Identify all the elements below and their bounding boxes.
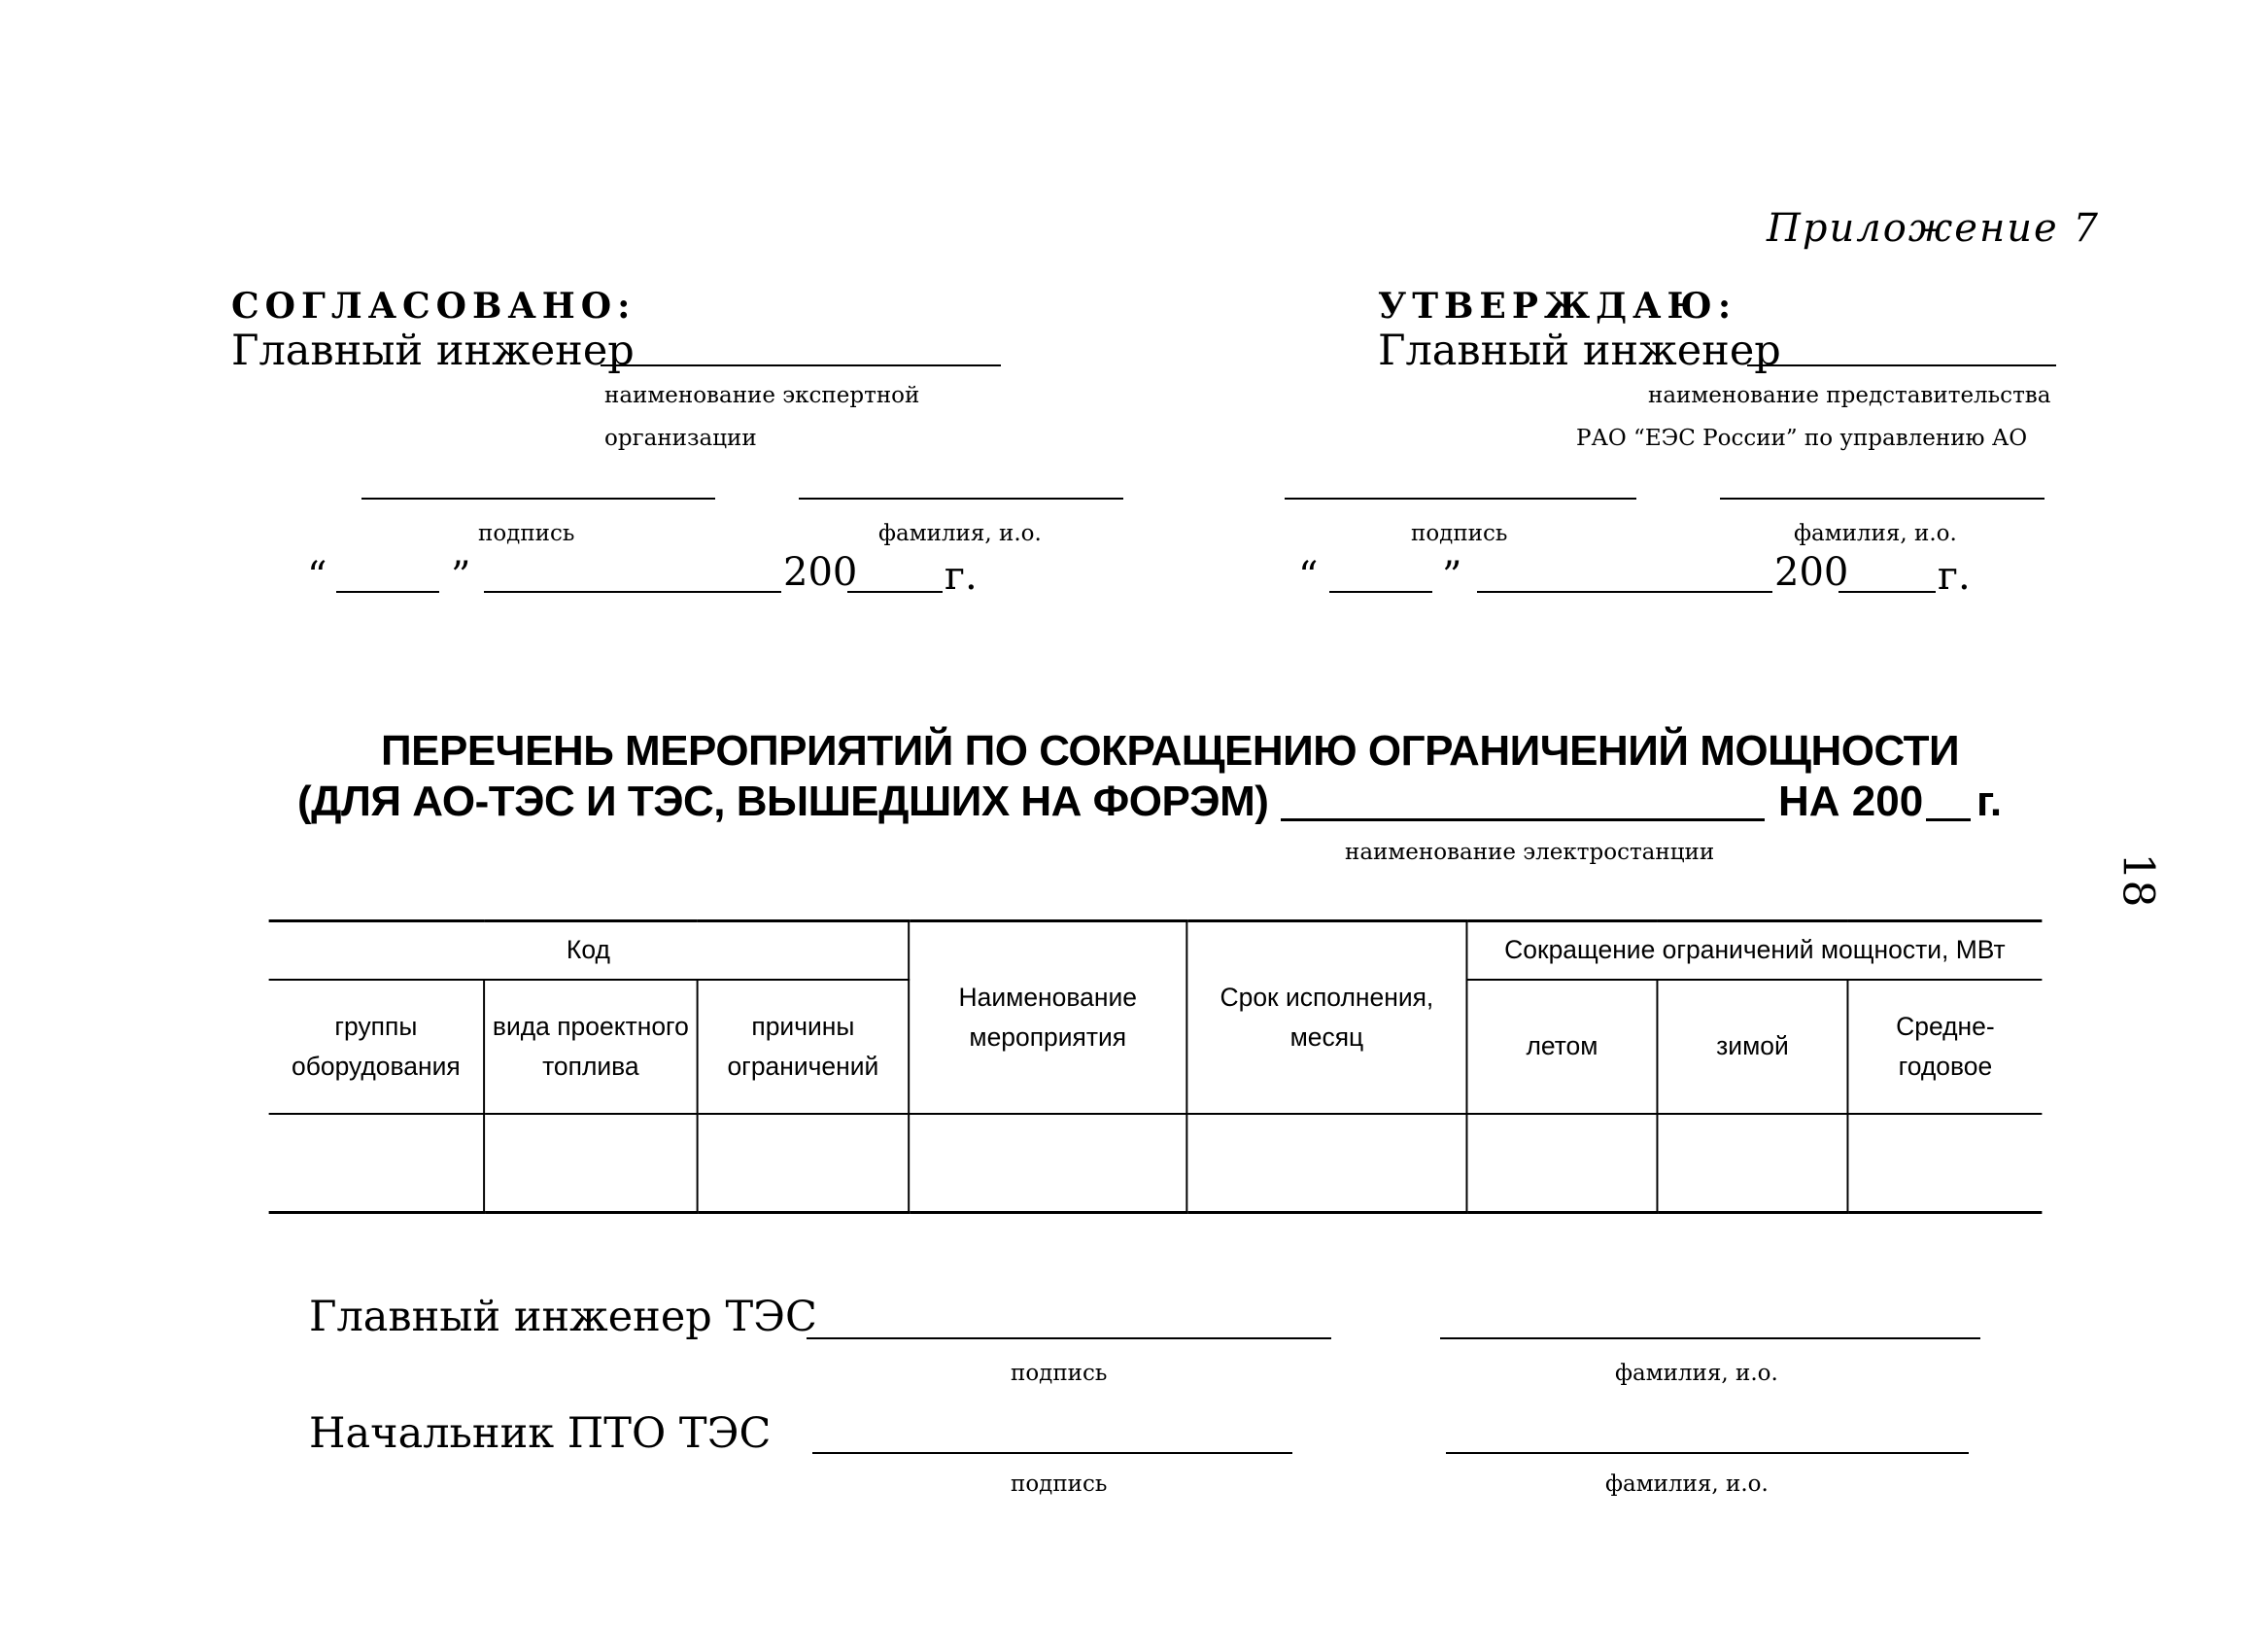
cell-deadline[interactable] — [1186, 1114, 1466, 1213]
agreed-org-caption-1: наименование экспертной — [604, 383, 920, 408]
agreed-quote-open: “ — [307, 554, 327, 599]
approve-org-line[interactable] — [1747, 364, 2056, 366]
agreed-year-suffix: г. — [945, 554, 978, 599]
agreed-year-line[interactable] — [847, 591, 943, 593]
agreed-org-line[interactable] — [601, 364, 1001, 366]
approve-header: УТВЕРЖДАЮ: — [1378, 286, 1737, 327]
station-caption: наименование электростанции — [1345, 840, 1715, 865]
title-year-suffix: г. — [1976, 778, 2003, 825]
pto-head-signature-caption: подпись — [1011, 1471, 1108, 1497]
approve-name-line[interactable] — [1720, 498, 2045, 500]
pto-head-signature-line[interactable] — [812, 1452, 1292, 1454]
appendix-label: Приложение 7 — [1767, 206, 2100, 251]
chief-engineer-name-caption: фамилия, и.о. — [1615, 1361, 1778, 1386]
document-title-line1: ПЕРЕЧЕНЬ МЕРОПРИЯТИЙ ПО СОКРАЩЕНИЮ ОГРАНИЧЕНИЙ МОЩНОСТИ — [381, 727, 1960, 775]
approve-signature-line[interactable] — [1285, 498, 1636, 500]
approve-month-line[interactable] — [1477, 591, 1772, 593]
agreed-name-line[interactable] — [799, 498, 1123, 500]
approve-role: Главный инженер — [1378, 327, 1781, 375]
agreed-header: СОГЛАСОВАНО: — [231, 286, 636, 327]
header-measure-name: Наименование мероприятия — [909, 921, 1186, 1114]
header-winter: зимой — [1657, 980, 1847, 1114]
chief-engineer-role: Главный инженер ТЭС — [309, 1293, 817, 1341]
approve-signature-caption: подпись — [1411, 521, 1508, 546]
agreed-day-line[interactable] — [336, 591, 439, 593]
page-number: 18 — [2113, 852, 2163, 908]
header-restriction-cause: причины ограничений — [698, 980, 910, 1114]
title-year-prefix: НА 200 — [1778, 778, 1924, 825]
chief-engineer-signature-line[interactable] — [807, 1337, 1331, 1339]
cell-restriction-cause[interactable] — [698, 1114, 910, 1213]
approve-day-line[interactable] — [1329, 591, 1432, 593]
agreed-year-prefix: 200 — [783, 550, 858, 595]
approve-quote-close: ” — [1442, 554, 1462, 599]
header-fuel-type: вида проектного топлива — [484, 980, 698, 1114]
header-deadline: Срок исполнения, месяц — [1186, 921, 1466, 1114]
header-summer: летом — [1466, 980, 1657, 1114]
document-title-line2: (ДЛЯ АО-ТЭС И ТЭС, ВЫШЕДШИХ НА ФОРЭМ) — [297, 778, 1269, 825]
cell-fuel-type[interactable] — [484, 1114, 698, 1213]
header-code: Код — [269, 921, 910, 980]
agreed-signature-caption: подпись — [478, 521, 575, 546]
approve-quote-open: “ — [1298, 554, 1319, 599]
approve-year-line[interactable] — [1838, 591, 1936, 593]
station-name-line[interactable] — [1281, 818, 1765, 821]
chief-engineer-name-line[interactable] — [1440, 1337, 1980, 1339]
approve-name-caption: фамилия, и.о. — [1794, 521, 1957, 546]
approve-year-prefix: 200 — [1774, 550, 1849, 595]
measures-table — [251, 919, 2060, 1214]
header-annual-average: Средне-годовое — [1847, 980, 2042, 1114]
chief-engineer-signature-caption: подпись — [1011, 1361, 1108, 1386]
approve-year-suffix: г. — [1938, 554, 1971, 599]
pto-head-role: Начальник ПТО ТЭС — [309, 1409, 772, 1458]
approve-org-caption-2: РАО “ЕЭС России” по управлению АО — [1576, 426, 2028, 451]
cell-annual-average[interactable] — [1847, 1114, 2042, 1213]
cell-equipment-group[interactable] — [269, 1114, 484, 1213]
agreed-signature-line[interactable] — [361, 498, 715, 500]
table-row — [269, 1114, 2043, 1213]
pto-head-name-line[interactable] — [1446, 1452, 1969, 1454]
agreed-quote-close: ” — [451, 554, 471, 599]
header-equipment-group: группы оборудования — [269, 980, 484, 1114]
pto-head-name-caption: фамилия, и.о. — [1605, 1471, 1769, 1497]
title-year-line[interactable] — [1926, 818, 1971, 821]
header-power-reduction: Сокращение ограничений мощности, МВт — [1466, 921, 2042, 980]
agreed-name-caption: фамилия, и.о. — [878, 521, 1042, 546]
cell-measure-name[interactable] — [909, 1114, 1186, 1213]
cell-winter[interactable] — [1657, 1114, 1847, 1213]
agreed-role: Главный инженер — [231, 327, 635, 375]
cell-summer[interactable] — [1466, 1114, 1657, 1213]
agreed-org-caption-2: организации — [604, 426, 757, 451]
approve-org-caption-1: наименование представительства — [1648, 383, 2051, 408]
agreed-month-line[interactable] — [484, 591, 781, 593]
